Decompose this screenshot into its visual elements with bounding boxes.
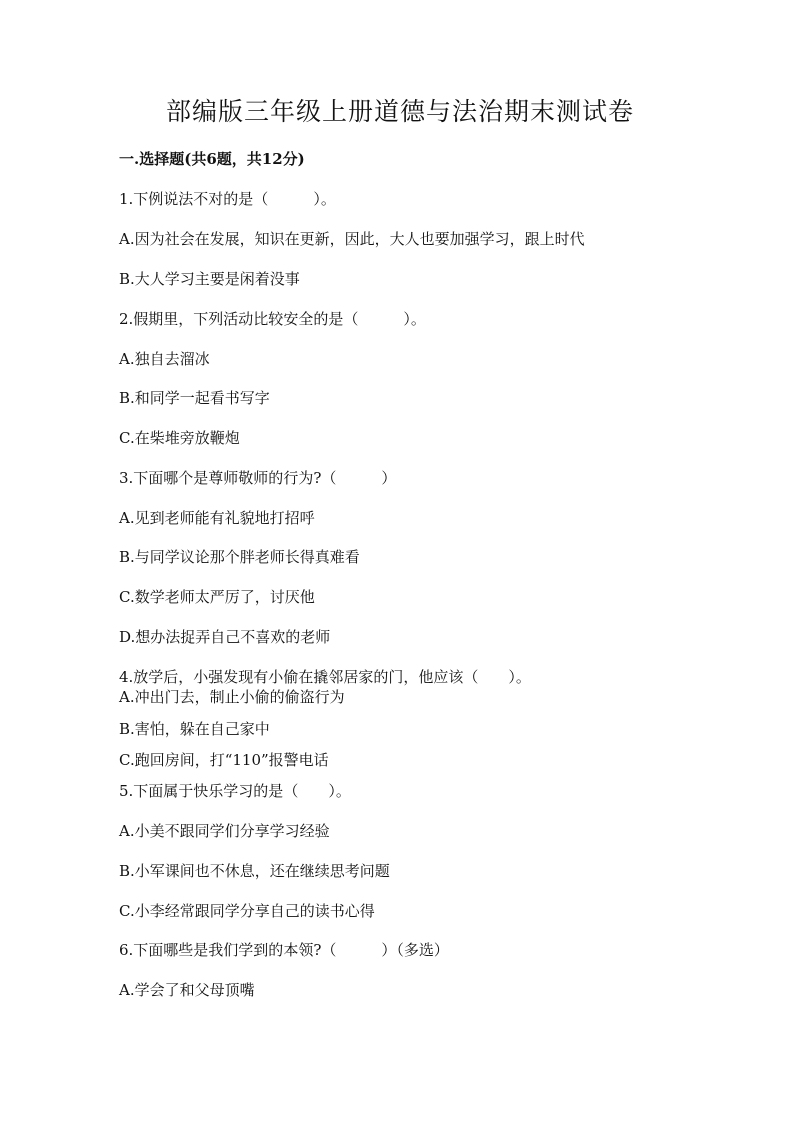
question-3-option-b: B.与同学议论那个胖老师长得真难看 [119, 548, 360, 566]
question-1-option-b: B.大人学习主要是闲着没事 [119, 270, 300, 288]
question-4-option-c: C.跑回房间，打“110”报警电话 [119, 751, 329, 769]
question-1: 1.下例说法不对的是（ ）。 [119, 190, 336, 208]
question-4-option-b: B.害怕，躲在自己家中 [119, 720, 270, 738]
question-3-option-c: C.数学老师太严厉了，讨厌他 [119, 588, 315, 606]
question-4-option-a: A.冲出门去，制止小偷的偷盗行为 [119, 688, 345, 706]
question-5: 5.下面属于快乐学习的是（ ）。 [119, 782, 351, 800]
question-2-option-c: C.在柴堆旁放鞭炮 [119, 429, 240, 447]
question-2-option-b: B.和同学一起看书写字 [119, 389, 270, 407]
question-2-option-a: A.独自去溜冰 [119, 350, 210, 368]
question-6-option-a: A.学会了和父母顶嘴 [119, 981, 255, 999]
question-3-option-d: D.想办法捉弄自己不喜欢的老师 [119, 628, 331, 646]
page-title: 部编版三年级上册道德与法治期末测试卷 [165, 97, 634, 126]
question-5-option-c: C.小李经常跟同学分享自己的读书心得 [119, 902, 375, 920]
question-2: 2.假期里，下列活动比较安全的是（ ）。 [119, 310, 426, 328]
question-5-option-b: B.小军课间也不休息，还在继续思考问题 [119, 862, 390, 880]
question-1-option-a: A.因为社会在发展，知识在更新，因此，大人也要加强学习，跟上时代 [119, 230, 585, 248]
section-heading: 一.选择题(共6题，共12分) [119, 150, 305, 168]
question-3-option-a: A.见到老师能有礼貌地打招呼 [119, 509, 315, 527]
question-5-option-a: A.小美不跟同学们分享学习经验 [119, 822, 330, 840]
question-4: 4.放学后，小强发现有小偷在撬邻居家的门，他应该（ ）。 [119, 668, 531, 686]
question-6: 6.下面哪些是我们学到的本领?（ ）（多选） [119, 941, 449, 959]
question-3: 3.下面哪个是尊师敬师的行为?（ ） [119, 469, 397, 487]
